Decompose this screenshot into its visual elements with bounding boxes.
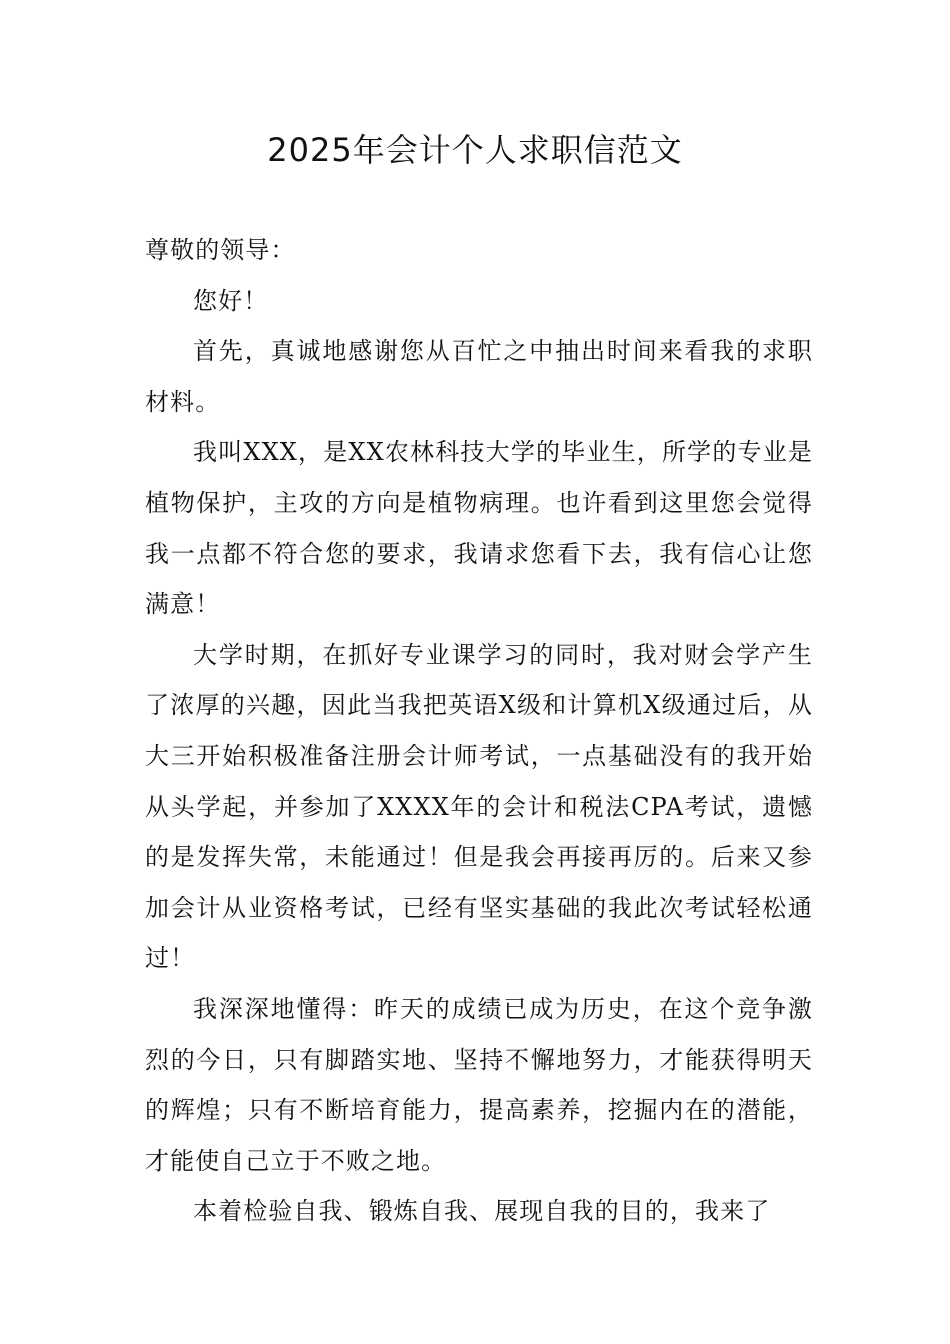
document-title: 2025年会计个人求职信范文	[267, 131, 683, 169]
paragraph-reflection: 我深深地懂得：昨天的成绩已成为历史，在这个竞争激烈的今日，只有脚踏实地、坚持不懈地努力，才能获得明天的辉煌；只有不断培育能力，提高素养，挖掘内在的潜能，才能使自己立于不败之地。	[145, 994, 813, 1175]
paragraph-purpose: 本着检验自我、锻炼自我、展现自我的目的，我来了	[193, 1197, 771, 1226]
salutation: 尊敬的领导：	[145, 236, 296, 264]
paragraph-university-experience: 大学时期，在抓好专业课学习的同时，我对财会学产生了浓厚的兴趣，因此当我把英语X级和计算机X级通过后，从大三开始积极准备注册会计师考试，一点基础没有的我开始从头学起，并参加了XXXX年的会计和税法CPA考试，遗憾的是发挥失常，未能通过！但是我会再接再厉的。后来又参加会计从业资格考试，已经有坚实基础的我此次考试轻松通过！	[145, 640, 813, 973]
paragraph-thanks: 首先，真诚地感谢您从百忙之中抽出时间来看我的求职材料。	[145, 337, 813, 416]
paragraph-introduction: 我叫XXX，是XX农林科技大学的毕业生，所学的专业是植物保护，主攻的方向是植物病理。也许看到这里您会觉得我一点都不符合您的要求，我请求您看下去，我有信心让您满意！	[145, 438, 813, 619]
paragraph-greeting: 您好！	[193, 286, 269, 315]
letter-body	[145, 225, 813, 1237]
